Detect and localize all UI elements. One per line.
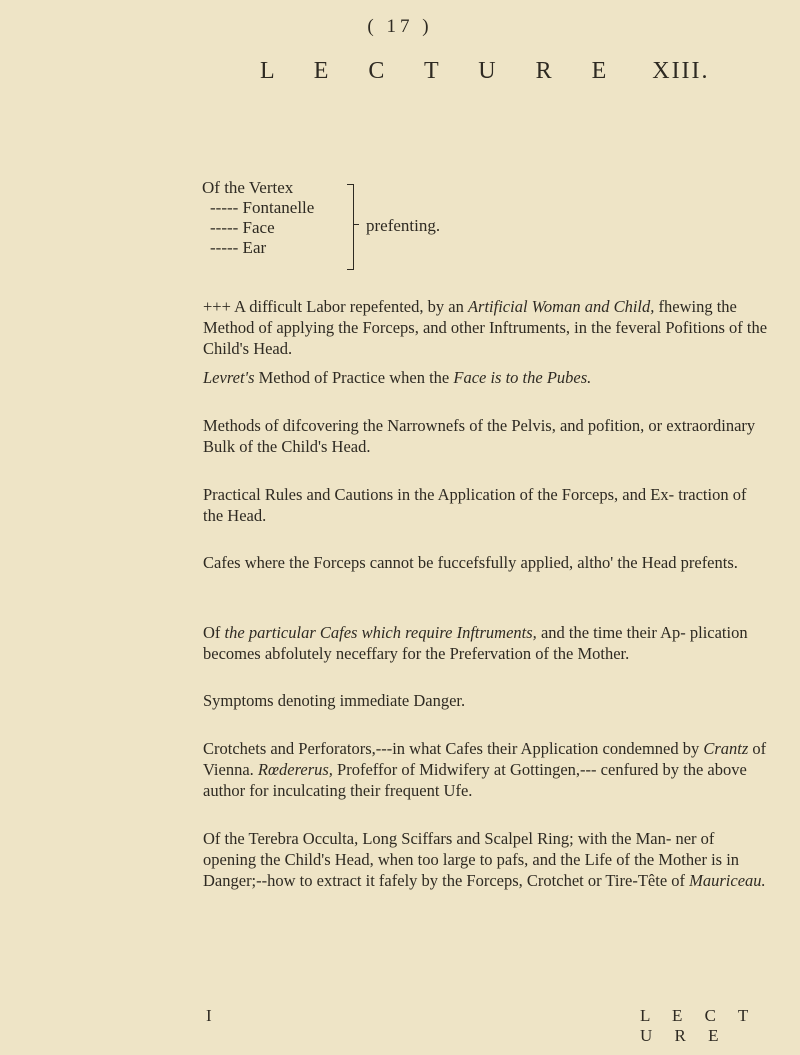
- list-item: Of the Vertex: [202, 178, 294, 197]
- paragraph-levret: Levret's Method of Practice when the Face is to the Pubes.: [203, 368, 592, 387]
- brace-label: prefenting.: [366, 216, 441, 235]
- lecture-numeral: XIII.: [652, 58, 710, 84]
- right-brace: [347, 184, 354, 270]
- catchword: L E C T U R E: [640, 1006, 757, 1045]
- list-item: ----- Fontanelle: [210, 198, 315, 217]
- brace-tip: [353, 224, 359, 225]
- paragraph-terebra: Of the Terebra Occulta, Long Sciffars and Scalpel Ring; with the Man- ner of opening the Child's Head, when too large to pafs, and the Life of the Mother is in Danger;--how to extract it fafely by the Forceps, Crotchet or Tire-Tête of Mauriceau.: [203, 829, 766, 890]
- paragraph-symptoms: Symptoms denoting immediate Danger.: [203, 691, 466, 710]
- paragraph-narrowness: Methods of difcovering the Narrownefs of the Pelvis, and pofition, or extraordinary Bulk of the Child's Head.: [203, 416, 756, 456]
- lecture-title: [260, 58, 710, 85]
- list-item: ----- Ear: [210, 238, 267, 257]
- paragraph-marker: +++: [203, 297, 231, 316]
- page-number: ( 17 ): [367, 16, 433, 37]
- paragraph-practical-rules: Practical Rules and Cautions in the Application of the Forceps, and Ex- traction of the Head.: [203, 485, 747, 525]
- paragraph-particular-cases: Of the particular Cafes which require Inftruments, and the time their Ap- plication becomes abfolutely neceffary for the Prefervation of the Mother.: [203, 623, 748, 663]
- presentation-list: [202, 178, 314, 258]
- signature-mark: I: [206, 1006, 212, 1025]
- paragraph-cases-forceps: Cafes where the Forceps cannot be fuccefsfully applied, altho' the Head prefents.: [203, 553, 738, 572]
- paragraph-artificial-woman: +++ A difficult Labor repefented, by an Artificial Woman and Child, fhewing the Method of applying the Forceps, and other Inftruments, in the feveral Pofitions of the Child's Head.: [203, 297, 768, 358]
- paragraph-crotchets: Crotchets and Perforators,---in what Cafes their Application condemned by Crantz of Vienna. Rœdererus, Profeffor of Midwifery at Gottingen,--- cenfured by the above author for inculcating their frequent Ufe.: [203, 739, 767, 800]
- lecture-word: L E C T U R E: [260, 58, 624, 84]
- list-item: ----- Face: [210, 218, 275, 237]
